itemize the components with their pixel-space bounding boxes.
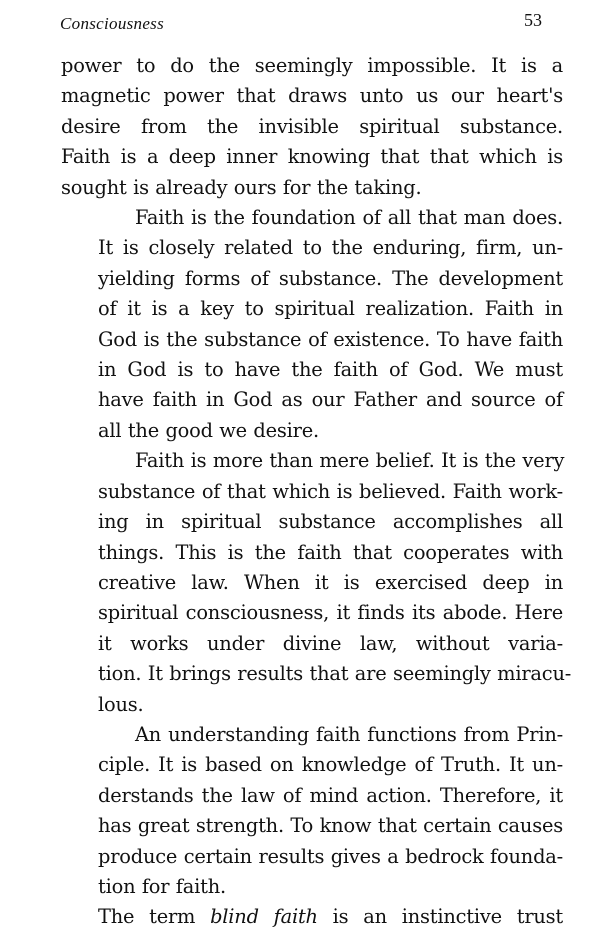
paragraph [61, 203, 563, 446]
text-line: An understanding faith functions from Prin- [135, 722, 563, 746]
text-line: desire from the invisible spiritual substance. [61, 114, 563, 138]
text-line: lous. [98, 692, 144, 716]
text-line: spiritual consciousness, it finds its abode. Here [98, 601, 563, 625]
text-line: power to do the seemingly impossible. It is a [61, 54, 563, 77]
paragraph [61, 51, 563, 203]
text-line: tion. It brings results that are seemingly miracu- [98, 662, 572, 686]
final-line-before: The term [98, 905, 196, 929]
emphasis-blind-faith: blind faith [210, 905, 318, 929]
text-line: yielding forms of substance. The development [98, 266, 563, 290]
text-line: creative law. When it is exercised deep in [98, 570, 563, 594]
text-line: Faith is a deep inner knowing that that which is [61, 145, 563, 169]
text-line: it works under divine law, without varia- [98, 631, 563, 655]
text-line: magnetic power that draws unto us our heart's [61, 84, 563, 108]
paragraph [61, 446, 572, 720]
text-line: have faith in God as our Father and source of [98, 388, 563, 412]
text-line: produce certain results gives a bedrock founda- [98, 844, 563, 868]
text-line-final [61, 902, 563, 932]
text-line: God is the substance of existence. To have faith [98, 327, 563, 351]
paragraph [61, 720, 563, 902]
text-line: ciple. It is based on knowledge of Truth. It un- [98, 753, 563, 777]
page-number: 53 [524, 10, 542, 30]
text-line: Faith is the foundation of all that man does. [135, 206, 563, 230]
text-line: It is closely related to the enduring, firm, un- [98, 236, 563, 260]
body-text [61, 51, 572, 933]
text-line: all the good we desire. [98, 418, 319, 442]
text-line: tion for faith. [98, 874, 226, 898]
text-line: ing in spiritual substance accomplishes all [98, 510, 563, 534]
text-line: Faith is more than mere belief. It is the very [135, 449, 565, 473]
final-line-after: is an instinctive trust [332, 905, 564, 929]
text-line: things. This is the faith that cooperates with [98, 540, 563, 564]
text-line: in God is to have the faith of God. We must [98, 358, 563, 382]
text-line: substance of that which is believed. Faith work- [98, 479, 563, 503]
paragraph [61, 902, 563, 932]
text-line: sought is already ours for the taking. [61, 175, 422, 199]
text-line: has great strength. To know that certain causes [98, 814, 563, 838]
text-line: derstands the law of mind action. Therefore, it [98, 783, 563, 807]
running-head-title: Consciousness [60, 14, 165, 33]
text-line: of it is a key to spiritual realization. Faith in [98, 297, 563, 321]
